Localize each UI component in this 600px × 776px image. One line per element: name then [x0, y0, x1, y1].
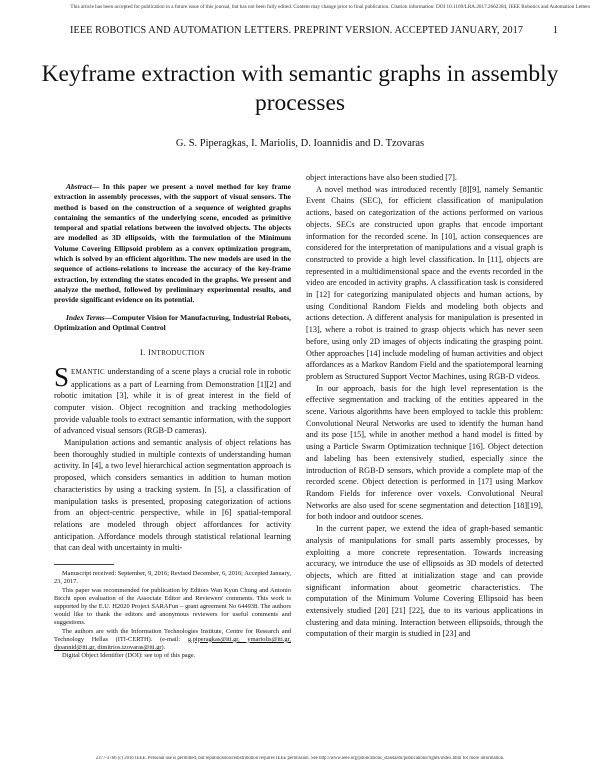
intro-paragraph-1 — [54, 361, 291, 437]
section-heading — [54, 347, 291, 360]
left-column — [54, 182, 291, 660]
right-paragraph-3: In the current paper, we extend the idea of graph-based semantic analysis of manipulations for small parts assembly processes, by exploiting a more concrete representation. Towards increasing accuracy, we introduce the use of ellipsoids as 3D models of detected objects, which are fitted at initialization stage and can provide significant information about geometric characteristics. The computation of the Minimum Volume Covering Ellipsoid has been extensively studied [20] [21] [22], due to its various applications in clustering and data mining. Interaction between ellipsoids, through the computation of their margin is studied in [23] and — [306, 524, 543, 639]
abstract-text: — In this paper we present a novel method for key frame extraction in assembly processes, with the support of visual sensors. The method is based on the construction of a sequence of weighted graphs containing the semantics of the underlying scene, encoded as primitive temporal and spatial relations between the involved objects. The objects are modelled as 3D ellipsoids, with the formulation of the Minimum Volume Covering Ellipsoid problem as a convex optimization program, which is solved by an efficient algorithm. The new models are used in the sequence of actions-relations to increase the accuracy of the key-frame extraction, by extending the states encoded in the graphs. We present and analyze the method, followed by preliminary experimental results, and provide significant evidence on its potential. — [54, 182, 291, 305]
footnote-affiliation-end: ). — [161, 643, 166, 651]
running-title: IEEE ROBOTICS AND AUTOMATION LETTERS. PREPRINT VERSION. ACCEPTED JANUARY, 2017 — [70, 25, 524, 36]
footnote-manuscript: Manuscript received: September, 9, 2016; Revised December, 6, 2016; Accepted January, 23, 2017. — [54, 570, 291, 586]
index-terms-label: Index Terms — [66, 312, 105, 322]
footnote-doi: Digital Object Identifier (DOI): see top of this page. — [62, 652, 196, 660]
section-numeral: I. — [140, 347, 146, 358]
paper-title: Keyframe extraction with semantic graphs in assembly processes — [41, 61, 559, 116]
right-paragraph-2: In our approach, basis for the high level representation is the effective segmentation and tracking of the entities appeared in the scene. Various algorithms have been employed to tackle this problem: Convolutional Neural Networks are used to identify the human hand and its pose [15], while in another method a hand model is fitted by using a Particle Swarm Optimization technique [16]. Object detection and labeling has been extensively studied, especially since the introduction of RGB-D sensors, which provide a complete map of the recorded scene. Object detection is performed in [17] using Markov Random Fields for inference over voxels. Convolutional Neural Networks are also used for scene segmentation and detection [18][19], for both indoor and outdoor scenes. — [306, 383, 543, 522]
right-paragraph-1: A novel method was introduced recently [8][9], namely Semantic Event Chains (SEC), for efficient classification of manipulation actions, based on categorization of the actions performed on various objects. SECs are constructed upon graphs that encode important information for the recorded scene. In [10], action consequences are considered for the interpretation of manipulations and a visual graph is constructed to provide a high level classification. In [11], objects are represented in a multidimensional space and the events recorded in the video are encoded in activity graphs. A classification task is considered in [12] for categorizing manipulated objects and human actions, by using Conditional Random Fields and modeling both objects and actions detection. A different analysis for manipulation is presented in [13], where a robot is trained to grasp objects which has never seen before, using only 2D images of objects indicating the grasping point. Other approaches [14] include modeling of human activities and object affordances as a Markov Random Field and the spatiotemporal learning problem as Structured Support Vector Machines, using RGB-D videos. — [306, 184, 543, 381]
right-column — [306, 172, 543, 640]
running-header — [70, 25, 558, 36]
page-number: 1 — [552, 25, 558, 36]
intro-paragraph-2: Manipulation actions and semantic analysis of object relations has been thoroughly studied in multiple contexts of understanding human activity. In [4], a two level hierarchical action segmentation approach is proposed, which considers semantics in addition to human motion characteristics by using a tracking system. In [5], a classification of manipulation tasks is presented, proposing categorization of actions from an object-centric perspective, while in [6] spatial-temporal relations are modeled through object affordances for activity anticipation. Affordance models through statistical relational learning that can deal with uncertainty in multi- — [54, 438, 291, 553]
section-title-rest: NTRODUCTION — [151, 349, 205, 358]
abstract-label: Abstract — [66, 182, 92, 191]
drop-cap: S — [54, 361, 70, 392]
author-emails-link[interactable]: g.piperagkas@iti.gr, ymariolis@iti.gr, djoannid@iti.gr, dimitrios.tzovaras@iti.gr — [54, 635, 291, 651]
copyright-footer: 2377-3766 (c) 2016 IEEE. Personal use is permitted, but republication/redistribution requires IEEE permission. See http://www.ieee.org/publications_standards/publications/rights/index.html for more information. — [95, 756, 505, 761]
paper-authors: G. S. Piperagkas, I. Mariolis, D. Ioannidis and D. Tzovaras — [175, 138, 425, 149]
intro-p1-text: understanding of a scene plays a crucial role in robotic applications as a part of Learning from Demonstration [1][2] and robotic imitation [3], while it is of great interest in the field of computer vision. Object recognition and tracking methodologies provide valuable tools to extract semantic information, with the support of advanced visual sensors (RGB-D cameras). — [54, 366, 291, 436]
index-terms-text: —Computer Vision for Manufacturing, Industrial Robots, Optimization and Optimal Control — [54, 312, 292, 332]
footnote-affiliation-text: The authors are with the Information Technologies Institute, Centre for Research and Technology Hellas (ITI-CERTH). (e-mail: — [54, 627, 291, 643]
footnote-recommendation: This paper was recommended for publication by Editors Wan Kyun Chung and Antonio Bicchi upon evaluation of the Associate Editor and Reviewers' comments. This work is supported by the E.U. H2020 Project SARAFun – grant agreement No 644938. The authors would like to thank the editors and anonymous reviewers for useful comments and suggestions. — [54, 586, 291, 627]
right-paragraph-0: object interactions have also been studied [7]. — [306, 173, 457, 182]
index-terms — [54, 313, 291, 334]
top-notice: This article has been accepted for publication in a future issue of this journal, but has not been fully edited. Content may change prior to final publication. Citation information: DOI 10.1109/LRA.2017.2662384, IEEE Robotics and Automation Letters — [70, 4, 590, 10]
footnote-affiliation — [54, 628, 291, 653]
section-title-first: I — [148, 347, 152, 358]
lead-smallcaps: EMANTIC — [71, 367, 106, 376]
abstract — [54, 182, 291, 306]
footnote-rule — [54, 564, 114, 565]
